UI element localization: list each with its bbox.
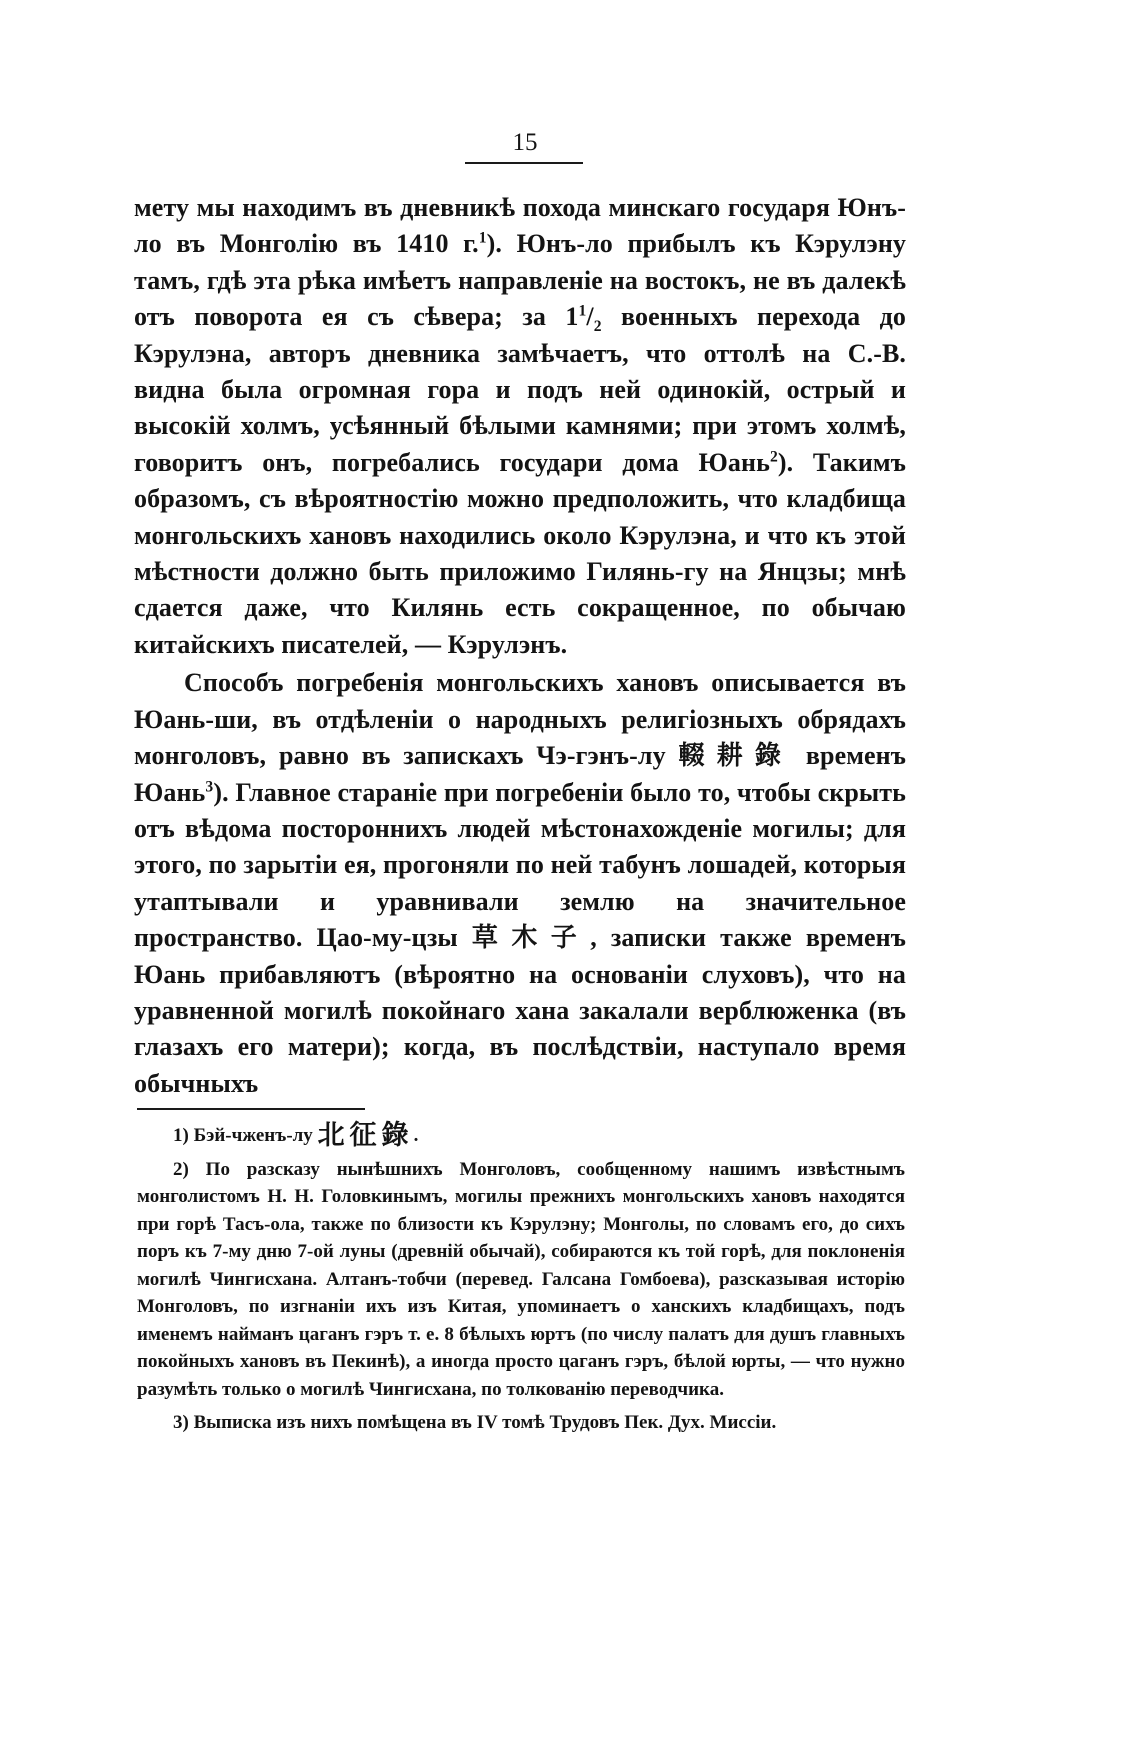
page-number-rule [465, 162, 583, 164]
footnote-ref-1[interactable]: 1 [478, 229, 487, 247]
p2-text-d: , записки также временъ Юань прибавляютъ (вѣроятно на основаніи слуховъ), что на уравненной могилѣ покойнаго хана закалали верблюженка (въ глазахъ его матери); когда, въ послѣдствіи, наступало время обычныхъ [134, 923, 906, 1098]
chinese-title-chogenglu: 輟耕錄 [678, 741, 794, 772]
chinese-title-caomuzi: 草木子 [471, 923, 591, 954]
footnote-separator [137, 1108, 365, 1110]
p2-text-a: Способъ погребенія монгольскихъ хановъ описывается въ Юань-ши, въ отдѣленіи о народныхъ религіозныхъ обрядахъ монголовъ, равно въ запискахъ Чэ-гэнъ-лу [134, 668, 906, 771]
chinese-title-beizhenglu: 北征錄 [317, 1120, 414, 1151]
page-number: 15 [512, 129, 538, 156]
footnote-2: 2) По разсказу нынѣшнихъ Монголовъ, сообщенному нашимъ извѣстнымъ монголистомъ Н. Н. Головкинымъ, могилы прежнихъ монгольскихъ хановъ находятся при горѣ Тасъ-ола, также по близости къ Кэрулэну; Монголы, по словамъ его, до сихъ поръ къ 7-му дню 7-ой луны (древній обычай), собираются къ той горѣ, для поклоненія могилѣ Чингисхана. Алтанъ-тобчи (перевед. Галсана Гомбоева), разсказывая исторію Монголовъ, по изгнаніи ихъ изъ Китая, упоминаетъ о ханскихъ кладбищахъ, подъ именемъ найманъ цаганъ гэръ т. е. 8 бѣлыхъ юртъ (по числу палатъ для душъ главныхъ покойныхъ хановъ въ Пекинѣ), а иногда просто цаганъ гэръ, бѣлой юрты, — что нужно разумѣть только о могилѣ Чингисхана, по толкованію переводчика. [137, 1158, 905, 1400]
footnote-1 [137, 1122, 905, 1150]
footnote-1-end: . [413, 1125, 419, 1146]
p2-text-c: ). Главное стараніе при погребеніи было то, чтобы скрыть отъ вѣдома постороннихъ людей мѣстонахожденіе могилы; для этого, по зарытіи ея, прогоняли по ней табунъ лошадей, которыя утаптывали и уравнивали землю на значительное пространство. Цао-му-цзы [134, 777, 906, 953]
fraction-numerator: 1 [578, 302, 587, 320]
footnote-ref-2[interactable]: 2 [769, 448, 778, 466]
paragraph-1: мету мы находимъ въ дневникѣ похода минскаго государя Юнъ-ло въ Монголію въ 1410 г.$^1$). Юнъ-ло прибылъ къ Кэрулэну тамъ, гдѣ эта рѣка имѣетъ направленіе на востокъ, не въ далекѣ отъ поворота ея съ сѣвера; за $1^1/_2$ военныхъ перехода до Кэрулэна, авторъ дневника замѣчаетъ, что оттолѣ на С.-В. видна была огромная гора и подъ ней одинокій, острый и высокій холмъ, усѣянный бѣлыми камнями; при этомъ холмѣ, говоритъ онъ, погребались государи дома Юань$^2$). Такимъ образомъ, съ вѣроятностію можно предположить, что кладбища монгольскихъ хановъ находились около Кэрулэна, и что къ этой мѣстности должно быть приложимо Гилянь-гу на Янцзы; мнѣ сдается даже, что Килянь есть сокращенное, по обычаю китайскихъ писателей, — Кэрулэнъ. [134, 193, 906, 659]
footnote-1-text: 1) Бэй-чженъ-лу [173, 1125, 318, 1146]
p2-text-b: временъ Юань [134, 741, 906, 807]
p1-text-d: ). Такимъ образомъ, съ вѣроятностію можно предположить, что кладбища монгольскихъ хановъ находились около Кэрулэна, и что къ этой мѣстности должно быть приложимо Гилянь-гу на Янцзы; мнѣ сдается даже, что Килянь есть сокращенное, по обычаю китайскихъ писателей, — Кэрулэнъ. [134, 447, 906, 659]
paragraph-2 [134, 665, 906, 1102]
footnote-3: 3) Выписка изъ нихъ помѣщена въ IV томѣ Трудовъ Пек. Дух. Миссіи. [173, 1412, 777, 1433]
p1-text-a: мету мы находимъ въ дневникѣ похода минскаго государя Юнъ-ло въ Монголію въ 1410 г. [134, 193, 906, 259]
main-text [134, 190, 906, 1102]
fraction-denominator: 2 [593, 318, 602, 336]
p1-text-c: военныхъ перехода до Кэрулэна, авторъ дневника замѣчаетъ, что оттолѣ на С.-В. видна была огромная гора и подъ ней одинокій, острый и высокій холмъ, усѣянный бѣлыми камнями; при этомъ холмѣ, говоритъ онъ, погребались государи дома Юань [134, 302, 906, 477]
footnote-ref-3[interactable]: 3 [205, 777, 214, 795]
footnotes [137, 1122, 905, 1437]
p1-text-b: ). Юнъ-ло прибылъ къ Кэрулэну тамъ, гдѣ эта рѣка имѣетъ направленіе на востокъ, не въ далекѣ отъ поворота ея съ сѣвера; за 1 [134, 229, 906, 332]
